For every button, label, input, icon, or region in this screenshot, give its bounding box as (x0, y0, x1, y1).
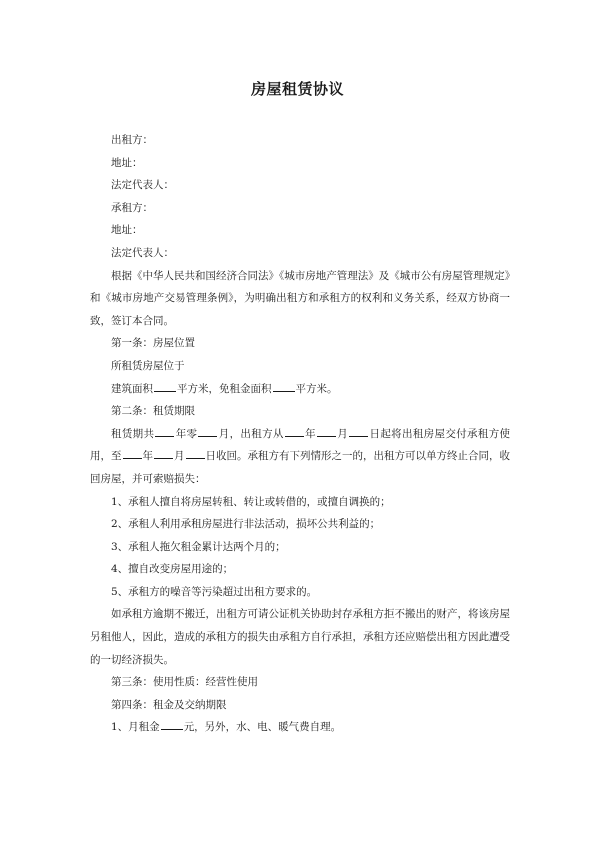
article-2-term (90, 423, 510, 491)
overdue-paragraph: 如承租方逾期不搬迁，出租方可请公证机关协助封存承租方拒不搬出的财产，将该房屋另租他人，因此，造成的承租方的损失由承租方自行承担，承租方还应赔偿出租方因此遭受的一切经济损失。 (90, 608, 510, 666)
termination-item-1: 1、承租人擅自将房屋转租、转让或转借的，或擅自调换的； (111, 495, 391, 508)
rent-utilities-label: 元，另外，水、电、暖气费自理。 (183, 721, 342, 734)
monthly-rent-blank (161, 718, 183, 730)
termination-item-3: 3、承租人拖欠租金累计达两个月的； (111, 540, 286, 553)
start-day-blank (349, 425, 368, 437)
end-month-blank (154, 447, 173, 459)
start-month-label: 月 (336, 427, 349, 440)
start-year-blank (285, 425, 304, 437)
term-years-label: 年零 (175, 427, 198, 440)
term-end-label: 日起将出租房屋交付承租方使用，至 (90, 427, 511, 463)
area-label: 建筑面积 (111, 382, 153, 395)
lessee-line: 承租方： (111, 201, 153, 214)
end-day-blank (186, 447, 205, 459)
termination-item-4: 4、擅自改变房屋用途的； (111, 563, 234, 576)
start-month-blank (317, 425, 336, 437)
termination-clause: 日收回。承租方有下列情形之一的，出租方可以单方终止合同，收回房屋，并可索赔损失： (90, 450, 510, 485)
document-title: 房屋租赁协议 (250, 80, 344, 98)
term-label: 租赁期共 (111, 427, 155, 440)
rent-label: 1、月租金 (111, 721, 160, 734)
article-1-location: 所租赁房屋位于 (111, 359, 185, 372)
building-area-blank (154, 380, 176, 392)
lessor-representative-line: 法定代表人： (111, 179, 174, 192)
document-body (90, 129, 510, 739)
article-1-area (90, 378, 510, 401)
lessee-representative-line: 法定代表人： (111, 246, 174, 259)
end-year-blank (123, 447, 142, 459)
term-start-label: 月，出租方从 (218, 427, 284, 440)
termination-item-2: 2、承租人利用承租房屋进行非法活动，损坏公共利益的； (111, 518, 381, 531)
article-4-rent (90, 716, 510, 739)
end-month-label: 月 (174, 450, 185, 463)
rent-free-area-blank (273, 380, 295, 392)
term-months-blank (198, 425, 217, 437)
article-1-heading: 第一条：房屋位置 (111, 337, 195, 350)
article-3-heading: 第三条：使用性质：经营性使用 (111, 676, 258, 689)
lessor-address-line: 地址： (111, 156, 143, 169)
start-year-label: 年 (304, 427, 316, 440)
end-year-label: 年 (142, 450, 153, 463)
article-2-heading: 第二条：租赁期限 (111, 405, 195, 418)
termination-item-5: 5、承租方的噪音等污染超过出租方要求的。 (111, 585, 318, 598)
area-end-label: 平方米。 (295, 382, 338, 395)
area-unit-label: 平方米，免租金面积 (177, 382, 272, 395)
article-4-heading: 第四条：租金及交纳期限 (111, 698, 227, 711)
lessor-line: 出租方： (111, 134, 153, 146)
term-years-blank (155, 425, 174, 437)
lessee-address-line: 地址： (111, 224, 143, 237)
preamble-paragraph: 根据《中华人民共和国经济合同法》《城市房地产管理法》及《城市公有房屋管理规定》和《城市房地产交易管理条例》，为明确出租方和承租方的权利和义务关系，经双方协商一致，签订本合同。 (90, 269, 510, 327)
